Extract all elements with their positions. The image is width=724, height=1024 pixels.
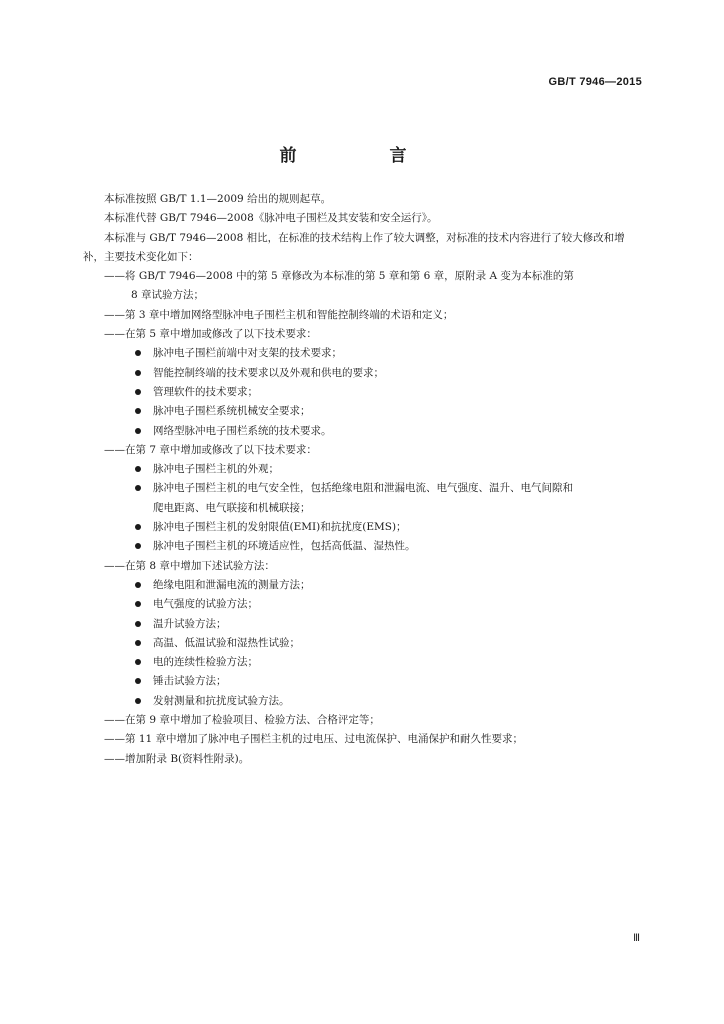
list-item bbox=[83, 653, 643, 672]
list-item-text: 锤击试验方法； bbox=[153, 675, 227, 688]
list-item-text: 网络型脉冲电子围栏系统的技术要求。 bbox=[153, 424, 332, 437]
list-item bbox=[83, 402, 643, 421]
list-item bbox=[83, 383, 643, 402]
change-item bbox=[83, 325, 643, 344]
bullet-icon bbox=[135, 466, 141, 472]
paragraph: 本标准代替 GB/T 7946—2008《脉冲电子围栏及其安装和安全运行》。 bbox=[104, 212, 438, 225]
list-item bbox=[83, 576, 643, 595]
bullet-icon bbox=[135, 370, 141, 376]
list-item-text: 脉冲电子围栏主机的环境适应性，包括高低温、湿热性。 bbox=[153, 540, 416, 553]
change-item bbox=[83, 557, 643, 576]
bullet-icon bbox=[135, 428, 141, 434]
list-item bbox=[83, 537, 643, 556]
bullet-icon bbox=[135, 698, 141, 704]
list-item-text: 发射测量和抗扰度试验方法。 bbox=[153, 694, 290, 707]
list-item-text: 脉冲电子围栏前端中对支架的技术要求； bbox=[153, 347, 342, 360]
change-item bbox=[83, 306, 643, 325]
list-item-text: 温升试验方法； bbox=[153, 617, 227, 630]
change-item-text: ——在第 7 章中增加或修改了以下技术要求： bbox=[104, 443, 317, 456]
list-item-text: 脉冲电子围栏主机的发射限值(EMI)和抗扰度(EMS)； bbox=[153, 521, 407, 534]
bullet-icon bbox=[135, 640, 141, 646]
change-item bbox=[83, 441, 643, 460]
bullet-icon bbox=[135, 659, 141, 665]
page-number: Ⅲ bbox=[633, 933, 640, 944]
list-item-text: 电的连续性检验方法； bbox=[153, 656, 258, 669]
list-item-text: 管理软件的技术要求； bbox=[153, 385, 258, 398]
list-item bbox=[83, 364, 643, 383]
list-item-text: 绝缘电阻和泄漏电流的测量方法； bbox=[153, 578, 311, 591]
document-body bbox=[83, 190, 643, 769]
page-title: 前 言 bbox=[279, 146, 445, 166]
list-item bbox=[83, 615, 643, 634]
bullet-icon bbox=[135, 678, 141, 684]
bullet-icon bbox=[135, 621, 141, 627]
list-item bbox=[83, 344, 643, 363]
change-item bbox=[83, 750, 643, 769]
list-item bbox=[83, 634, 643, 653]
list-item bbox=[83, 422, 643, 441]
paragraph: 本标准按照 GB/T 1.1—2009 给出的规则起草。 bbox=[104, 193, 332, 205]
list-item-text: 脉冲电子围栏主机的电气安全性，包括绝缘电阻和泄漏电流、电气强度、温升、电气间隙和 bbox=[153, 482, 573, 495]
list-item bbox=[83, 595, 643, 614]
change-item-text: ——在第 9 章中增加了检验项目、检验方法、合格评定等； bbox=[104, 714, 380, 727]
change-item bbox=[83, 267, 643, 306]
bullet-icon bbox=[135, 350, 141, 356]
list-item bbox=[83, 672, 643, 691]
change-item-text: ——第 11 章中增加了脉冲电子围栏主机的过电压、过电流保护、电涌保护和耐久性要求； bbox=[104, 733, 524, 746]
change-item-text: ——在第 8 章中增加下述试验方法： bbox=[104, 559, 275, 572]
bullet-icon bbox=[135, 408, 141, 414]
list-item-text: 脉冲电子围栏主机的外观； bbox=[153, 463, 279, 476]
bullet-list bbox=[83, 576, 643, 711]
list-item bbox=[83, 518, 643, 537]
list-item-text: 高温、低温试验和湿热性试验； bbox=[153, 636, 300, 649]
list-item-text: 智能控制终端的技术要求以及外观和供电的要求； bbox=[153, 366, 384, 379]
change-item-text: ——在第 5 章中增加或修改了以下技术要求： bbox=[104, 328, 317, 341]
list-item bbox=[83, 479, 643, 518]
bullet-list bbox=[83, 460, 643, 556]
list-item bbox=[83, 460, 643, 479]
change-item bbox=[83, 730, 643, 749]
bullet-icon bbox=[135, 485, 141, 491]
change-item-text: ——增加附录 B(资料性附录)。 bbox=[104, 752, 250, 765]
change-item bbox=[83, 711, 643, 730]
bullet-icon bbox=[135, 543, 141, 549]
change-item-text: ——第 3 章中增加网络型脉冲电子围栏主机和智能控制终端的术语和定义； bbox=[104, 308, 454, 321]
list-item bbox=[83, 692, 643, 711]
change-item-continuation: 8 章试验方法； bbox=[131, 289, 205, 302]
list-item-text: 脉冲电子围栏系统机械安全要求； bbox=[153, 405, 311, 418]
list-item-text: 电气强度的试验方法； bbox=[153, 598, 258, 611]
bullet-icon bbox=[135, 389, 141, 395]
list-item-continuation: 爬电距离、电气联接和机械联接； bbox=[153, 501, 311, 514]
standard-code: GB/T 7946—2015 bbox=[548, 76, 642, 88]
paragraph: 本标准与 GB/T 7946—2008 相比，在标准的技术结构上作了较大调整，对标准的技术内容进行了较大修改和增补，主要技术变化如下： bbox=[83, 231, 625, 263]
bullet-icon bbox=[135, 524, 141, 530]
change-item-text: ——将 GB/T 7946—2008 中的第 5 章修改为本标准的第 5 章和第 6 章，原附录 A 变为本标准的第 bbox=[104, 270, 574, 283]
bullet-list bbox=[83, 344, 643, 440]
bullet-icon bbox=[135, 601, 141, 607]
bullet-icon bbox=[135, 582, 141, 588]
